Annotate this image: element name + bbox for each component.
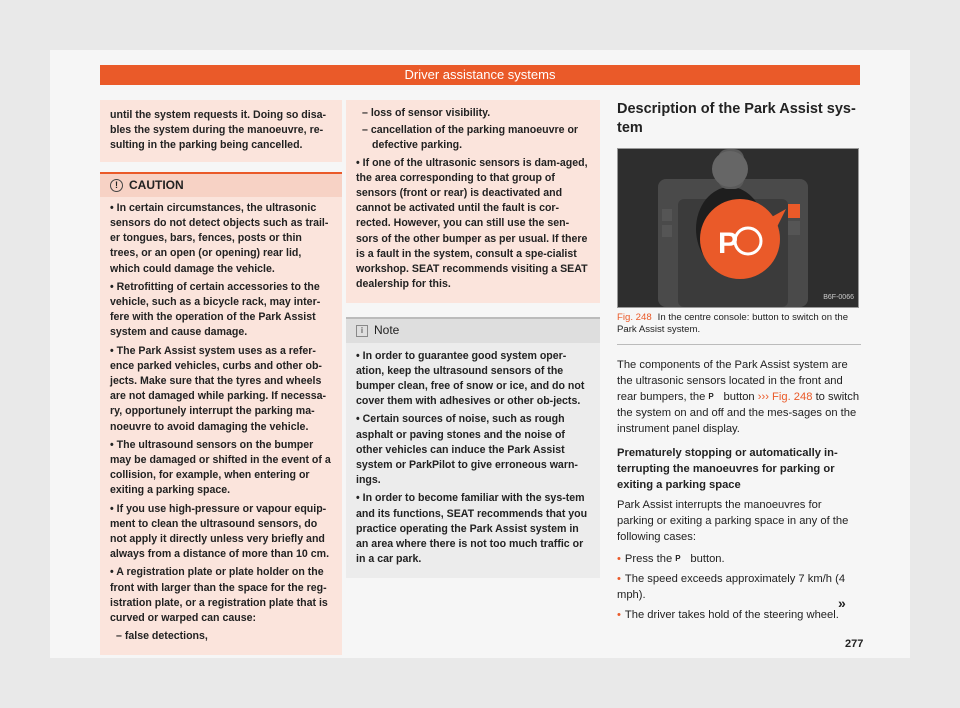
list-item: • The speed exceeds approximately 7 km/h (4 mph). xyxy=(617,573,846,601)
figure-code: B6F-0066 xyxy=(823,293,854,301)
caution-continued-box xyxy=(346,100,600,303)
list-item: • Press the P button. xyxy=(617,553,725,565)
column-left xyxy=(100,100,342,655)
continue-mark: » xyxy=(838,595,846,611)
figure-reference-link[interactable]: ››› Fig. 248 xyxy=(757,391,813,403)
paragraph-interrupts: Park Assist interrupts the manoeuvres for parking or exiting a parking space in any of the following cases: xyxy=(617,499,849,543)
section-title: Description of the Park Assist sys-tem xyxy=(617,101,856,136)
note-title: Note xyxy=(374,323,400,338)
caution-header xyxy=(100,174,342,197)
list-item: • The driver takes hold of the steering wheel. xyxy=(617,609,839,621)
console-illustration xyxy=(618,149,858,307)
chapter-header: Driver assistance systems xyxy=(100,65,860,85)
caution-box xyxy=(100,172,342,655)
column-right xyxy=(617,100,861,623)
figure-caption: Fig. 248 In the centre console: button to switch on the Park Assist system. xyxy=(617,308,861,345)
caution-body xyxy=(100,197,342,655)
caution-bullet: • Retrofitting of certain accessories to the vehicle, such as a bicycle rack, may inter-fere with the operation of the Park Assist system and cause damage. xyxy=(110,280,321,339)
park-assist-icon: P xyxy=(708,392,714,402)
info-icon: i xyxy=(356,325,368,337)
intro-box: until the system requests it. Doing so disa-bles the system during the manoeuvre, re-sulting in the parking being cancelled. xyxy=(100,100,342,162)
note-body xyxy=(346,343,600,579)
park-assist-icon: P xyxy=(675,554,681,564)
caution-dash-item: – loss of sensor visibility. xyxy=(362,107,491,119)
column-middle xyxy=(346,100,600,578)
caution-bullet: • If you use high-pressure or vapour equip-ment to clean the ultrasound sensors, do not apply it directly unless very briefly and always from a distance of more than 10 cm. xyxy=(110,502,330,561)
note-box xyxy=(346,317,600,578)
caution-bullet: • A registration plate or plate holder on the front with larger than the space for the reg-istration plate, or a registration plate that is curved or warped can cause: xyxy=(110,566,328,625)
caution-dash-item: – false detections, xyxy=(116,630,208,643)
note-header xyxy=(346,319,600,342)
note-bullet: • Certain sources of noise, such as rough asphalt or paving stones and the noise of other vehicles can induce the Park Assist system or ParkPilot to give erroneous warn-ings. xyxy=(356,413,578,487)
subsection-title: Prematurely stopping or automatically in-terrupting the manoeuvres for parking or exiting a parking space xyxy=(617,447,838,491)
caution-bullet: • If one of the ultrasonic sensors is dam-aged, the area corresponding to that group of sensors (front or rear) is deactivated and cannot be activated until the fault is cor-rected. However, you can still use the sen-sors of the other bumper as per usual. If there is a fault in the system, consult a spe-cialist workshop. SEAT recommends visiting a SEAT dealership for this. xyxy=(356,156,588,291)
caution-dash-item: – cancellation of the parking manoeuvre or defective parking. xyxy=(362,124,579,152)
svg-text:P: P xyxy=(718,227,739,260)
caution-bullet: • In certain circumstances, the ultrasonic sensors do not detect objects such as trail-er tongues, bars, fences, posts or thin trees, or an open (or opening) rear lid, which could damage the vehicle. xyxy=(110,201,329,275)
note-bullet: • In order to become familiar with the sys-tem and its functions, SEAT recommends that you practice operating the Park Assist system in an area where there is not too much traffic or in a car park. xyxy=(356,492,588,566)
note-bullet: • In order to guarantee good system oper-ation, keep the ultrasound sensors of the bumper clean, free of snow or ice, and do not cover them with adhesives or other ob-jects. xyxy=(356,349,585,408)
figure-centre-console xyxy=(617,148,859,308)
caution-bullet: • The ultrasound sensors on the bumper may be damaged or shifted in the event of a collision, for example, when entering or exiting a parking space. xyxy=(110,438,331,497)
caution-bullet: • The Park Assist system uses as a refer-ence parked vehicles, curbs and other ob-jects. Make sure that the tyres and wheels are not damaged while parking. If necessa-ry, opportunely interrupt the parking ma-noeuvre to avoid damaging the vehicle. xyxy=(110,344,327,433)
paragraph-components: The components of the Park Assist system are the ultrasonic sensors located in the front and rear bumpers, the P button ››› Fig. 248 to switch the system on and off and the mes-sages on the instrument panel display. xyxy=(617,359,860,435)
caution-icon: ! xyxy=(110,179,123,192)
caution-title: CAUTION xyxy=(129,177,184,192)
page-number: 277 xyxy=(845,638,864,650)
